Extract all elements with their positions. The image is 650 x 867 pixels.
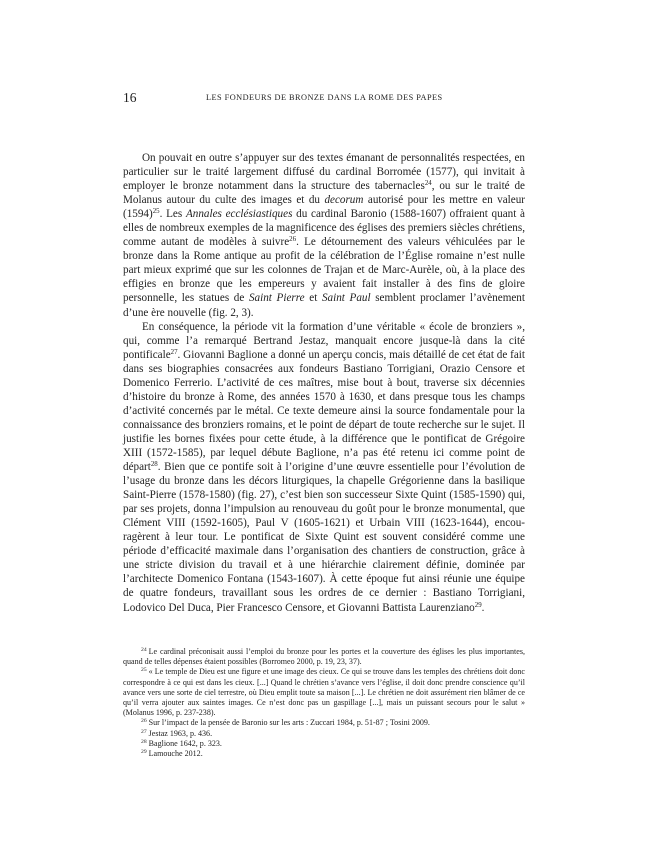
text-run: , ou sur le traité de Molanus autour du culte des images et du [123, 180, 525, 207]
footnote-number: 24 [141, 646, 147, 653]
footnotes [123, 647, 525, 759]
italic-text: Annales ecclésiastiques [185, 208, 293, 221]
paragraph [123, 320, 525, 615]
text-run: et [304, 292, 322, 305]
footnote-ref: 27 [170, 348, 178, 356]
italic-text: Saint Paul [321, 292, 371, 305]
running-title: LES FONDEURS DE BRONZE DANS LA ROME DES PAPES [206, 93, 443, 102]
text-run: semblent proclamer l’avènement d’une ère nouvelle (fig. 2, 3). [123, 292, 525, 319]
italic-text: decorum [324, 194, 364, 207]
main-text [123, 151, 525, 615]
footnote-text: Jestaz 1963, p. 436. [148, 728, 213, 738]
footnote-number: 29 [141, 748, 147, 755]
footnote-number: 27 [141, 728, 147, 735]
footnote-ref: 25 [152, 208, 160, 216]
text-run: . Bien que ce pontife soit à l’origine d’une œuvre essentielle pour l’évolution de l’usage du bronze dans les décors liturgiques, la chapelle Grégorienne dans la basilique Saint-Pierre (1578-1580) (fig. 27), c’est bien son successeur Sixte Quint (1585-1590) qui, par ses projets, donna l’impulsion au renouveau du goût pour le bronze monumental, que Clément VIII (1592-1605), Paul V (1605-1621) et Urbain VIII (1623-1644), encouragèrent à leur tour. Le pontificat de Sixte Quint est souvent considéré comme une période d’efficacité maximale dans l’organisation des chantiers de construction, grâce à une stricte division du travail et à une hiérarchie clairement définie, dominée par l’architecte Domenico Fontana (1543-1607). À cette époque fut ainsi réunie une équipe de quatre fondeurs, travaillant sous les ordres de ce dernier : Bastiano Torrigiani, Lodovico Del Duca, Pier Francesco Censore, et Giovanni Battista Laurenziano [123, 461, 525, 614]
text-run: . Les [159, 208, 186, 221]
footnote-number: 26 [141, 718, 147, 725]
footnote-ref: 26 [289, 236, 297, 244]
footnote [123, 729, 525, 739]
footnote-text: Baglione 1642, p. 323. [148, 738, 222, 748]
text-run: En conséquence, la période vit la formation d’une véritable « école de bronziers », qui, comme l’a remarqué Bertrand Jestaz, manquait encore jusque-là dans la cité pontificale [123, 320, 525, 361]
footnote [123, 739, 525, 749]
footnote-text: Sur l’impact de la pensée de Baronio sur les arts : Zuccari 1984, p. 51-87 ; Tosini 2009. [148, 718, 430, 728]
text-run: . Le détournement des valeurs véhiculées par le bronze dans la Rome antique au profit de la célébration de l’Église romaine n’est nulle part mieux exprimé que sur les colonnes de Trajan et de Marc-Aurèle, où, à la place des effigies en bronze que les empereurs y avaient fait installer à des fins de gloire personnelle, les statues de [123, 236, 526, 305]
footnote [123, 749, 525, 759]
footnote-number: 28 [141, 738, 147, 745]
footnote-ref: 28 [150, 461, 158, 469]
text-run: autorisé pour les mettre en valeur (1594) [123, 194, 525, 221]
footnote [123, 667, 525, 718]
footnote-text: « Le temple de Dieu est une figure et une image des cieux. Ce qui se trouve dans les temples des chrétiens doit donc correspondre à ce qui est dans les cieux. [...] Quand le chrétien s’avance vers l’église, il doit donc prendre conscience qu’il avance vers une sorte de ciel terrestre, où Dieu emplit toute sa maison [...]. Le chrétien ne doit assurément rien blâmer de ce qu’il verra ajouter aux saintes images. Ce n’est donc pas un gaspillage [...], mais un puissant secours pour le salut » (Molanus 1996, p. 237-238). [123, 667, 525, 718]
text-run: du cardinal Baronio (1588-1607) offraient quant à elles de nombreux exemples de la magnificence des églises des premiers siècles chrétiens, comme autant de modèles à suivre [123, 208, 525, 249]
footnote [123, 718, 525, 728]
footnote-ref: 29 [474, 601, 482, 609]
footnote [123, 647, 525, 667]
page-header [123, 90, 543, 106]
text-run: On pouvait en outre s’appuyer sur des textes émanant de personnalités respectées, en particulier sur le traité largement diffusé du cardinal Borromée (1577), qui invitait à employer le bronze notamment dans la structure des tabernacles [123, 152, 525, 193]
footnote-number: 25 [141, 667, 147, 674]
footnote-text: Le cardinal préconisait aussi l’emploi du bronze pour les portes et la couverture des églises les plus importantes, quand de telles dépenses étaient possibles (Borromeo 2000, p. 19, 23, 37). [123, 647, 525, 667]
italic-text: Saint Pierre [248, 292, 305, 305]
footnote-ref: 24 [424, 180, 432, 188]
text-run: . Giovanni Baglione a donné un aperçu concis, mais détaillé de cet état de fait dans ses biographies consacrées aux fondeurs Bastiano Torrigiani, Orazio Censore et Domenico Ferrerio. L’activité de ces maîtres, mise bout à bout, traverse six décennies d’histoire du bronze à Rome, des années 1570 à 1630, et dans presque tous les champs d’activité concernés par le métal. Ce texte demeure ainsi la source fondamentale pour la connaissance des bronziers romains, et le point de départ de toute recherche sur le sujet. Il justifie les bornes fixées pour cette étude, à la différence que le pontificat de Grégoire XIII (1572-1585), par lequel débute Baglione, n’a pas été retenu ici comme point de départ [123, 348, 525, 474]
text-run: . [481, 601, 485, 614]
paragraph [123, 151, 525, 320]
page-number: 16 [123, 90, 137, 105]
footnote-text: Lamouche 2012. [148, 749, 203, 759]
